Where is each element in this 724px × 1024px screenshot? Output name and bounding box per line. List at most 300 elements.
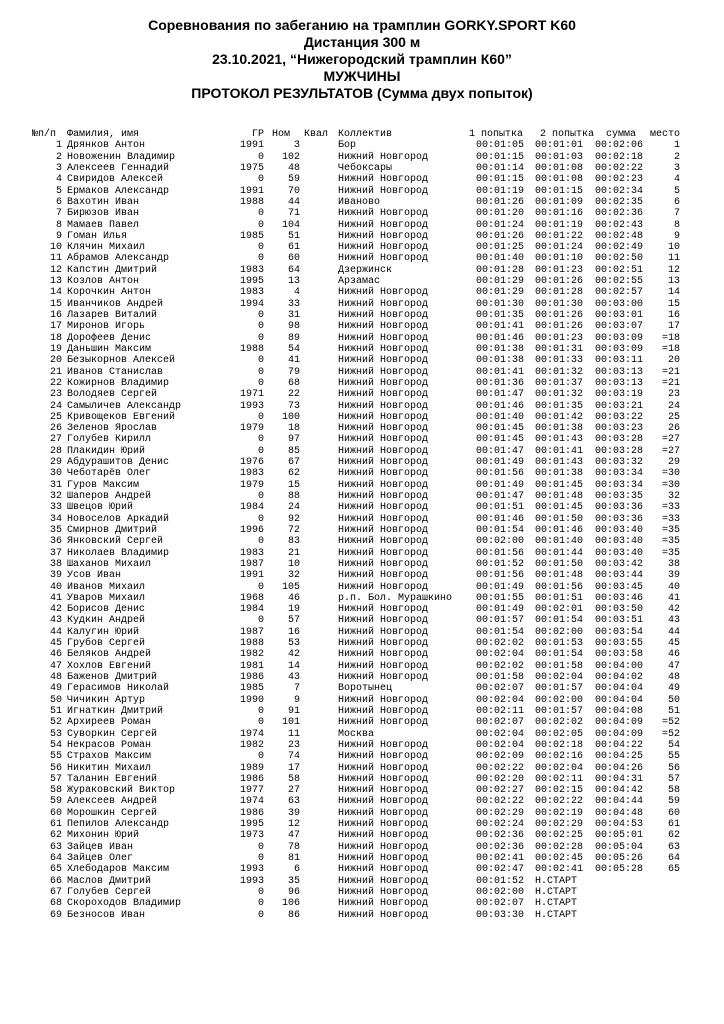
cell-place: 61 xyxy=(667,819,680,831)
cell-year: 1986 xyxy=(239,672,264,683)
table-row xyxy=(0,265,724,276)
cell-bib: 63 xyxy=(287,796,300,808)
cell-bib: 23 xyxy=(287,739,300,751)
table-row xyxy=(0,163,724,174)
cell-try2: 00:01:50 xyxy=(535,558,584,570)
cell-num: 11 xyxy=(49,253,62,265)
cell-try2: 00:01:43 xyxy=(535,434,584,446)
cell-bib: 43 xyxy=(287,672,300,683)
table-row xyxy=(0,401,724,412)
cell-team: Нижний Новгород xyxy=(338,524,429,536)
cell-year: 0 xyxy=(257,615,264,627)
cell-place: =52 xyxy=(661,717,680,729)
cell-year: 0 xyxy=(257,841,264,853)
cell-team: Нижний Новгород xyxy=(338,400,429,412)
table-row xyxy=(0,186,724,197)
cell-try1: 00:01:46 xyxy=(476,332,525,344)
cell-try2: Н.СТАРТ xyxy=(535,898,578,910)
cell-num: 19 xyxy=(49,343,62,355)
cell-bib: 92 xyxy=(287,513,300,525)
cell-name: Новоселов Аркадий xyxy=(67,513,170,525)
cell-name: Голубев Кирилл xyxy=(67,434,152,446)
cell-try1: 00:01:49 xyxy=(476,457,525,469)
cell-bib: 44 xyxy=(287,196,300,208)
table-row xyxy=(0,299,724,310)
cell-try2: 00:02:45 xyxy=(535,853,584,864)
cell-try1: 00:01:26 xyxy=(476,196,525,208)
cell-name: Иванов Станислав xyxy=(67,366,164,378)
cell-sum: 00:02:57 xyxy=(595,287,644,299)
cell-team: Нижний Новгород xyxy=(338,886,429,898)
cell-team: Нижний Новгород xyxy=(338,717,429,729)
cell-bib: 19 xyxy=(287,604,300,616)
cell-try2: 00:01:32 xyxy=(535,366,584,378)
cell-sum: 00:03:19 xyxy=(595,389,644,401)
cell-try2: 00:01:57 xyxy=(535,683,584,695)
cell-num: 25 xyxy=(49,411,62,423)
cell-place: 60 xyxy=(667,807,680,819)
cell-year: 1983 xyxy=(239,547,264,559)
table-row xyxy=(0,864,724,875)
cell-try1: 00:02:24 xyxy=(476,819,525,831)
cell-place: 1 xyxy=(673,140,680,152)
cell-year: 1973 xyxy=(239,830,264,842)
cell-year: 1991 xyxy=(239,570,264,582)
table-row xyxy=(0,468,724,479)
cell-place: 2 xyxy=(673,151,680,163)
cell-try1: 00:01:38 xyxy=(476,355,525,367)
cell-num: 28 xyxy=(49,445,62,457)
cell-sum: 00:02:22 xyxy=(595,162,644,174)
cell-name: Иванов Михаил xyxy=(67,581,146,593)
cell-bib: 106 xyxy=(281,898,300,910)
cell-team: Арзамас xyxy=(338,276,381,288)
cell-sum: 00:05:01 xyxy=(595,830,644,842)
cell-team: Нижний Новгород xyxy=(338,287,429,299)
cell-bib: 73 xyxy=(287,400,300,412)
cell-place: 20 xyxy=(667,355,680,367)
cell-place: 40 xyxy=(667,581,680,593)
cell-place: =27 xyxy=(661,434,680,446)
cell-bib: 70 xyxy=(287,185,300,197)
cell-bib: 33 xyxy=(287,298,300,310)
cell-try1: 00:01:38 xyxy=(476,343,525,355)
cell-team: Дзержинск xyxy=(338,264,393,276)
cell-place: 49 xyxy=(667,683,680,695)
cell-team: Нижний Новгород xyxy=(338,705,429,717)
cell-place: 57 xyxy=(667,773,680,785)
cell-place: =33 xyxy=(661,502,680,514)
cell-place: 43 xyxy=(667,615,680,627)
cell-try1: 00:01:54 xyxy=(476,524,525,536)
cell-sum: 00:03:40 xyxy=(595,524,644,536)
table-row xyxy=(0,389,724,400)
cell-sum: 00:03:23 xyxy=(595,423,644,435)
cell-year: 1987 xyxy=(239,558,264,570)
col-place: место xyxy=(650,129,681,140)
cell-team: Нижний Новгород xyxy=(338,547,429,559)
cell-name: Страхов Максим xyxy=(67,751,152,763)
cell-sum: 00:03:42 xyxy=(595,558,644,570)
cell-sum: 00:03:11 xyxy=(595,355,644,367)
cell-place: 12 xyxy=(667,264,680,276)
cell-try1: 00:01:49 xyxy=(476,581,525,593)
cell-num: 7 xyxy=(55,208,62,220)
cell-try1: 00:01:30 xyxy=(476,298,525,310)
cell-team: Нижний Новгород xyxy=(338,355,429,367)
cell-num: 32 xyxy=(49,491,62,502)
table-row xyxy=(0,457,724,468)
table-row xyxy=(0,582,724,593)
cell-team: Нижний Новгород xyxy=(338,434,429,446)
cell-team: Нижний Новгород xyxy=(338,332,429,344)
cell-num: 66 xyxy=(49,875,62,887)
cell-num: 55 xyxy=(49,751,62,763)
cell-year: 0 xyxy=(257,536,264,548)
table-row xyxy=(0,853,724,864)
cell-num: 60 xyxy=(49,807,62,819)
cell-place: 11 xyxy=(667,253,680,265)
cell-try1: 00:02:36 xyxy=(476,841,525,853)
cell-bib: 59 xyxy=(287,174,300,186)
cell-try2: 00:01:26 xyxy=(535,276,584,288)
cell-team: Нижний Новгород xyxy=(338,389,429,401)
cell-place: 62 xyxy=(667,830,680,842)
cell-place: 6 xyxy=(673,196,680,208)
cell-team: Нижний Новгород xyxy=(338,558,429,570)
cell-place: 55 xyxy=(667,751,680,763)
cell-sum: 00:03:58 xyxy=(595,649,644,661)
cell-name: Скороходов Владимир xyxy=(67,898,182,910)
cell-try1: 00:01:40 xyxy=(476,411,525,423)
cell-name: Игнаткин Дмитрий xyxy=(67,705,164,717)
cell-bib: 60 xyxy=(287,253,300,265)
cell-team: Нижний Новгород xyxy=(338,185,429,197)
cell-place: 41 xyxy=(667,592,680,604)
cell-sum: 00:03:51 xyxy=(595,615,644,627)
col-rank: Квал xyxy=(304,129,329,140)
cell-try2: 00:01:42 xyxy=(535,411,584,423)
cell-num: 58 xyxy=(49,785,62,797)
cell-try2: 00:01:10 xyxy=(535,253,584,265)
cell-try2: 00:02:00 xyxy=(535,626,584,638)
cell-year: 0 xyxy=(257,310,264,321)
cell-try1: 00:02:11 xyxy=(476,705,525,717)
cell-sum: 00:02:50 xyxy=(595,253,644,265)
cell-num: 15 xyxy=(49,298,62,310)
table-row xyxy=(0,412,724,423)
cell-sum: 00:03:28 xyxy=(595,434,644,446)
cell-place: 17 xyxy=(667,321,680,333)
cell-bib: 31 xyxy=(287,310,300,321)
cell-team: Нижний Новгород xyxy=(338,151,429,163)
cell-try1: 00:01:28 xyxy=(476,264,525,276)
doc-category: МУЖЧИНЫ xyxy=(323,68,401,84)
cell-sum: 00:04:08 xyxy=(595,705,644,717)
cell-name: Никитин Михаил xyxy=(67,762,152,774)
cell-sum: 00:04:42 xyxy=(595,785,644,797)
cell-place: 64 xyxy=(667,853,680,864)
table-row xyxy=(0,423,724,434)
table-row xyxy=(0,559,724,570)
cell-num: 50 xyxy=(49,694,62,706)
cell-place: 9 xyxy=(673,230,680,242)
cell-try1: 00:01:55 xyxy=(476,592,525,604)
cell-year: 0 xyxy=(257,332,264,344)
cell-sum: 00:03:28 xyxy=(595,445,644,457)
cell-try2: 00:01:48 xyxy=(535,491,584,502)
cell-name: Кожирнов Владимир xyxy=(67,377,170,389)
cell-sum: 00:02:36 xyxy=(595,208,644,220)
cell-try2: 00:01:37 xyxy=(535,377,584,389)
cell-place: =33 xyxy=(661,513,680,525)
cell-year: 0 xyxy=(257,411,264,423)
cell-year: 1985 xyxy=(239,230,264,242)
cell-try2: 00:01:08 xyxy=(535,174,584,186)
cell-num: 44 xyxy=(49,626,62,638)
cell-bib: 91 xyxy=(287,705,300,717)
table-row xyxy=(0,819,724,830)
cell-place: =30 xyxy=(661,468,680,480)
cell-name: Пепилов Александр xyxy=(67,819,170,831)
cell-try2: 00:01:28 xyxy=(535,287,584,299)
table-row xyxy=(0,615,724,626)
col-try2: 2 попытка xyxy=(540,129,595,140)
table-row xyxy=(0,446,724,457)
cell-bib: 104 xyxy=(281,219,300,231)
cell-year: 1984 xyxy=(239,502,264,514)
cell-bib: 11 xyxy=(287,728,300,740)
cell-num: 49 xyxy=(49,683,62,695)
cell-team: Нижний Новгород xyxy=(338,660,429,672)
doc-title: Соревнования по забеганию на трамплин GORKY.SPORT K60 xyxy=(148,17,576,33)
cell-sum: 00:03:09 xyxy=(595,343,644,355)
cell-bib: 98 xyxy=(287,321,300,333)
cell-num: 30 xyxy=(49,468,62,480)
cell-try1: 00:02:00 xyxy=(476,886,525,898)
table-row xyxy=(0,525,724,536)
cell-place: =18 xyxy=(661,332,680,344)
cell-year: 0 xyxy=(257,853,264,864)
cell-team: Нижний Новгород xyxy=(338,174,429,186)
cell-year: 1982 xyxy=(239,739,264,751)
cell-num: 9 xyxy=(55,230,62,242)
cell-try2: 00:01:15 xyxy=(535,185,584,197)
cell-team: Нижний Новгород xyxy=(338,491,429,502)
cell-name: Николаев Владимир xyxy=(67,547,170,559)
cell-name: Зайцев Олег xyxy=(67,853,134,864)
cell-team: Нижний Новгород xyxy=(338,785,429,797)
cell-sum: 00:02:06 xyxy=(595,140,644,152)
cell-try1: 00:02:20 xyxy=(476,773,525,785)
cell-bib: 24 xyxy=(287,502,300,514)
cell-bib: 4 xyxy=(293,287,300,299)
cell-bib: 16 xyxy=(287,626,300,638)
cell-bib: 6 xyxy=(293,864,300,876)
cell-place: 3 xyxy=(673,162,680,174)
cell-sum: 00:03:01 xyxy=(595,310,644,321)
cell-place: 10 xyxy=(667,242,680,254)
cell-place: 23 xyxy=(667,389,680,401)
cell-name: Морошкин Сергей xyxy=(67,807,158,819)
cell-place: =35 xyxy=(661,547,680,559)
cell-place: 16 xyxy=(667,310,680,321)
cell-sum: 00:03:46 xyxy=(595,592,644,604)
cell-try2: Н.СТАРТ xyxy=(535,909,578,921)
cell-team: Нижний Новгород xyxy=(338,536,429,548)
cell-try2: 00:01:58 xyxy=(535,660,584,672)
cell-year: 1989 xyxy=(239,762,264,774)
cell-try2: 00:02:29 xyxy=(535,819,584,831)
cell-team: Нижний Новгород xyxy=(338,819,429,831)
cell-year: 1974 xyxy=(239,796,264,808)
table-row xyxy=(0,208,724,219)
cell-num: 46 xyxy=(49,649,62,661)
cell-num: 47 xyxy=(49,660,62,672)
cell-try1: 00:01:29 xyxy=(476,287,525,299)
cell-num: 43 xyxy=(49,615,62,627)
cell-num: 65 xyxy=(49,864,62,876)
cell-name: Миронов Игорь xyxy=(67,321,146,333)
cell-team: Нижний Новгород xyxy=(338,343,429,355)
cell-team: Нижний Новгород xyxy=(338,570,429,582)
cell-year: 1976 xyxy=(239,457,264,469)
table-row xyxy=(0,887,724,898)
cell-sum: 00:04:25 xyxy=(595,751,644,763)
table-row xyxy=(0,796,724,807)
cell-team: Нижний Новгород xyxy=(338,321,429,333)
table-row xyxy=(0,729,724,740)
cell-bib: 51 xyxy=(287,230,300,242)
cell-name: Капстин Дмитрий xyxy=(67,264,158,276)
cell-team: Нижний Новгород xyxy=(338,411,429,423)
cell-sum: 00:03:50 xyxy=(595,604,644,616)
cell-name: Баженов Дмитрий xyxy=(67,672,158,683)
cell-bib: 35 xyxy=(287,875,300,887)
cell-name: Калугин Юрий xyxy=(67,626,140,638)
cell-num: 68 xyxy=(49,898,62,910)
cell-team: Нижний Новгород xyxy=(338,909,429,921)
cell-team: Нижний Новгород xyxy=(338,875,429,887)
cell-bib: 100 xyxy=(281,411,300,423)
cell-year: 1994 xyxy=(239,298,264,310)
cell-try2: 00:01:23 xyxy=(535,264,584,276)
cell-num: 12 xyxy=(49,264,62,276)
cell-try1: 00:03:30 xyxy=(476,909,525,921)
cell-num: 62 xyxy=(49,830,62,842)
cell-year: 0 xyxy=(257,717,264,729)
cell-place: =21 xyxy=(661,377,680,389)
cell-year: 1977 xyxy=(239,785,264,797)
cell-year: 1988 xyxy=(239,343,264,355)
cell-try2: 00:02:16 xyxy=(535,751,584,763)
cell-try1: 00:02:22 xyxy=(476,796,525,808)
table-row xyxy=(0,649,724,660)
cell-year: 0 xyxy=(257,174,264,186)
cell-bib: 97 xyxy=(287,434,300,446)
cell-place: 38 xyxy=(667,558,680,570)
cell-bib: 48 xyxy=(287,162,300,174)
table-row xyxy=(0,152,724,163)
cell-year: 0 xyxy=(257,491,264,502)
cell-try1: 00:02:22 xyxy=(476,762,525,774)
cell-sum: 00:04:22 xyxy=(595,739,644,751)
cell-name: Швецов Юрий xyxy=(67,502,134,514)
cell-team: Нижний Новгород xyxy=(338,423,429,435)
table-row xyxy=(0,706,724,717)
table-row xyxy=(0,174,724,185)
cell-name: Лазарев Виталий xyxy=(67,310,158,321)
cell-year: 1982 xyxy=(239,649,264,661)
cell-team: Нижний Новгород xyxy=(338,208,429,220)
cell-place: 54 xyxy=(667,739,680,751)
cell-place: 56 xyxy=(667,762,680,774)
cell-name: Алексеев Андрей xyxy=(67,796,158,808)
table-row xyxy=(0,695,724,706)
cell-team: Нижний Новгород xyxy=(338,615,429,627)
cell-num: 4 xyxy=(55,174,62,186)
cell-year: 0 xyxy=(257,705,264,717)
cell-bib: 57 xyxy=(287,615,300,627)
cell-sum: 00:02:55 xyxy=(595,276,644,288)
cell-try1: 00:01:15 xyxy=(476,151,525,163)
cell-year: 1987 xyxy=(239,626,264,638)
cell-team: Нижний Новгород xyxy=(338,898,429,910)
cell-num: 34 xyxy=(49,513,62,525)
table-row xyxy=(0,785,724,796)
table-row xyxy=(0,910,724,921)
cell-year: 0 xyxy=(257,242,264,254)
cell-try2: 00:01:41 xyxy=(535,445,584,457)
cell-try2: 00:02:25 xyxy=(535,830,584,842)
cell-sum: 00:02:35 xyxy=(595,196,644,208)
cell-num: 29 xyxy=(49,457,62,469)
cell-try1: 00:01:49 xyxy=(476,604,525,616)
cell-sum: 00:04:04 xyxy=(595,694,644,706)
cell-bib: 64 xyxy=(287,264,300,276)
cell-team: Нижний Новгород xyxy=(338,796,429,808)
table-row xyxy=(0,604,724,615)
cell-try2: 00:01:03 xyxy=(535,151,584,163)
cell-num: 45 xyxy=(49,638,62,650)
cell-name: Чичикин Артур xyxy=(67,694,146,706)
table-row xyxy=(0,740,724,751)
cell-team: Нижний Новгород xyxy=(338,230,429,242)
cell-try1: 00:01:41 xyxy=(476,366,525,378)
cell-name: Абдурашитов Денис xyxy=(67,457,170,469)
cell-year: 0 xyxy=(257,377,264,389)
cell-num: 16 xyxy=(49,310,62,321)
cell-year: 1986 xyxy=(239,773,264,785)
cell-team: р.п. Бол. Мурашкино xyxy=(338,592,453,604)
cell-name: Алексеев Геннадий xyxy=(67,162,170,174)
cell-team: Нижний Новгород xyxy=(338,253,429,265)
cell-year: 0 xyxy=(257,886,264,898)
cell-try2: 00:01:23 xyxy=(535,332,584,344)
cell-year: 1993 xyxy=(239,400,264,412)
table-row xyxy=(0,231,724,242)
cell-num: 40 xyxy=(49,581,62,593)
cell-place: =52 xyxy=(661,728,680,740)
cell-try1: 00:01:54 xyxy=(476,626,525,638)
cell-try1: 00:02:02 xyxy=(476,660,525,672)
cell-bib: 42 xyxy=(287,649,300,661)
cell-try1: 00:01:56 xyxy=(476,547,525,559)
cell-sum: 00:03:13 xyxy=(595,366,644,378)
cell-name: Беляков Андрей xyxy=(67,649,152,661)
table-row xyxy=(0,287,724,298)
cell-team: Нижний Новгород xyxy=(338,457,429,469)
